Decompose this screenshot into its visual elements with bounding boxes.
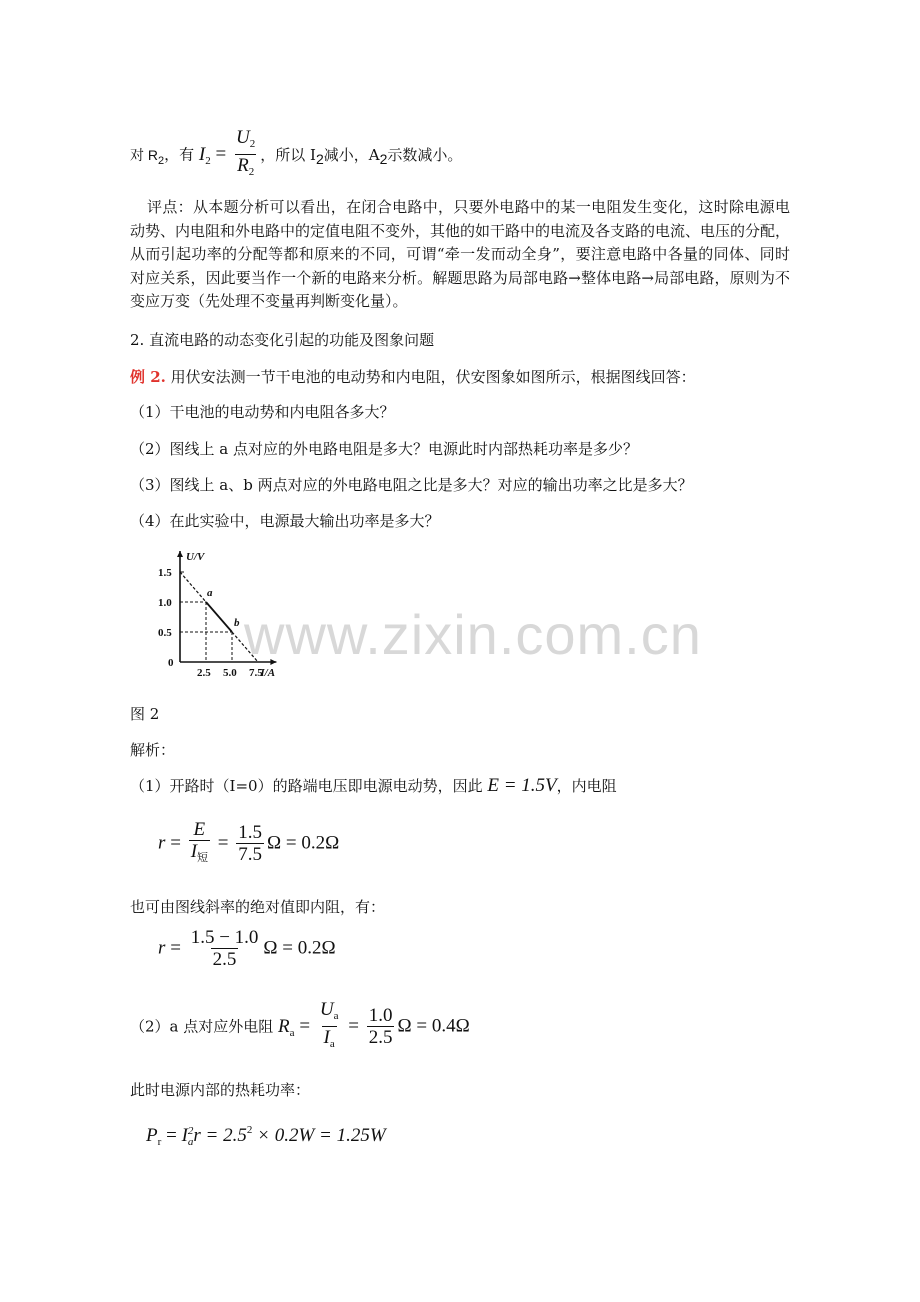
series-dashed-start [180,572,206,602]
example-label: 例 2. [130,368,166,386]
watermark: www.zixin.com.cn [244,603,702,666]
analysis-p2: 也可由图线斜率的绝对值即内阻，有： [130,898,386,916]
question-2: （2）图线上 a 点对应的外电路电阻是多大？电源此时内部热耗功率是多少？ [130,440,639,458]
analysis-p4: 此时电源内部的热耗功率： [130,1081,311,1099]
analysis-p3: （2）a 点对应外电阻 $R_a$ = $\frac{U_a}{I_a}$ = $\frac{1.0}{2.5}$ Ω = 0.4Ω [130,1000,470,1055]
analysis-heading: 解析： [130,741,176,759]
analysis-p1-text: （1）开路时（I=0）的路端电压即电源电动势，因此 [130,777,483,795]
comment-paragraph: 评点：从本题分析可以看出，在闭合电路中，只要外电路中的某一电阻发生变化，这时除电源电动势、内电阻和外电路中的定值电阻不变外，其他的如干路中的电流及各支路的电流、电压的分配，从而引起功率的分配等都和原来的不同，可谓“牵一发而动全身”，要注意电路中各量的同体、同时对应关系，因此要当作一个新的电路来分析。解题思路为局部电路→整体电路→局部电路，原则为不变应万变（先处理不变量再判断变化量）。 [130,198,791,310]
intro-mid: ，有 [164,145,195,164]
analysis-p1-tail: ，内电阻 [556,777,617,795]
y-tick-label: 1.5 [158,567,172,579]
x-tick-label: 2.5 [197,667,211,679]
y-axis-label: U/V [186,551,205,563]
ra-lhs: $R_a$ [278,1015,295,1039]
x-axis-label: I/A [260,667,276,679]
question-1: （1）干电池的电动势和内电阻各多大？ [130,403,395,421]
figure-caption: 图 2 [130,705,160,723]
x-tick-label: 5.0 [223,667,237,679]
origin-label: 0 [168,657,174,669]
intro-prefix: 对 $R_2$ [130,146,165,167]
example-text: 用伏安法测一节干电池的电动势和内电阻，伏安图象如图所示，根据图线回答： [170,368,696,386]
analysis-p3-text: （2）a 点对应外电阻 [130,1017,274,1036]
point-a-label: a [207,587,213,599]
x-tick-label: 7.5 [249,667,263,679]
example-line [130,366,696,389]
intro-suffix: ，所以 I2减小，A2示数减小。 [260,145,463,167]
equation-r-short: r = $\frac{E}{I_短}$ = $\frac{1.5}{7.5}$ Ω = 0.2Ω [158,820,339,869]
section-title: 2. 直流电路的动态变化引起的功能及图象问题 [130,331,435,349]
y-axis-arrow [177,551,183,557]
analysis-p1 [130,774,617,798]
y-tick-label: 0.5 [158,627,172,639]
series-solid-segment [206,602,232,632]
intro-formula-lhs: $I_2$ [198,143,211,167]
point-b-label: b [234,617,240,629]
y-tick-label: 1.0 [158,597,172,609]
equation-r-slope: r = $\frac{1.5 - 1.0}{2.5}$ Ω = 0.2Ω [158,927,336,970]
emf-formula: E = 1.5V [487,775,557,796]
question-4: （4）在此实验中，电源最大输出功率是多大？ [130,512,440,530]
intro-formula-fraction: $\frac{U_2}{R_2}$ [234,128,257,183]
equation-power: $P_r = I$ 2 a $r = 2.5^2 \times 0.2W = 1.25W$ [146,1124,386,1148]
question-3: （3）图线上 a、b 两点对应的外电路电阻之比是多大？对应的输出功率之比是多大？ [130,476,693,494]
intro-line: 对 $R_2$，有 $I_2$ = $\frac{U_2}{R_2}$ ，所以 I2减小，A2示数减小。 [130,128,462,183]
